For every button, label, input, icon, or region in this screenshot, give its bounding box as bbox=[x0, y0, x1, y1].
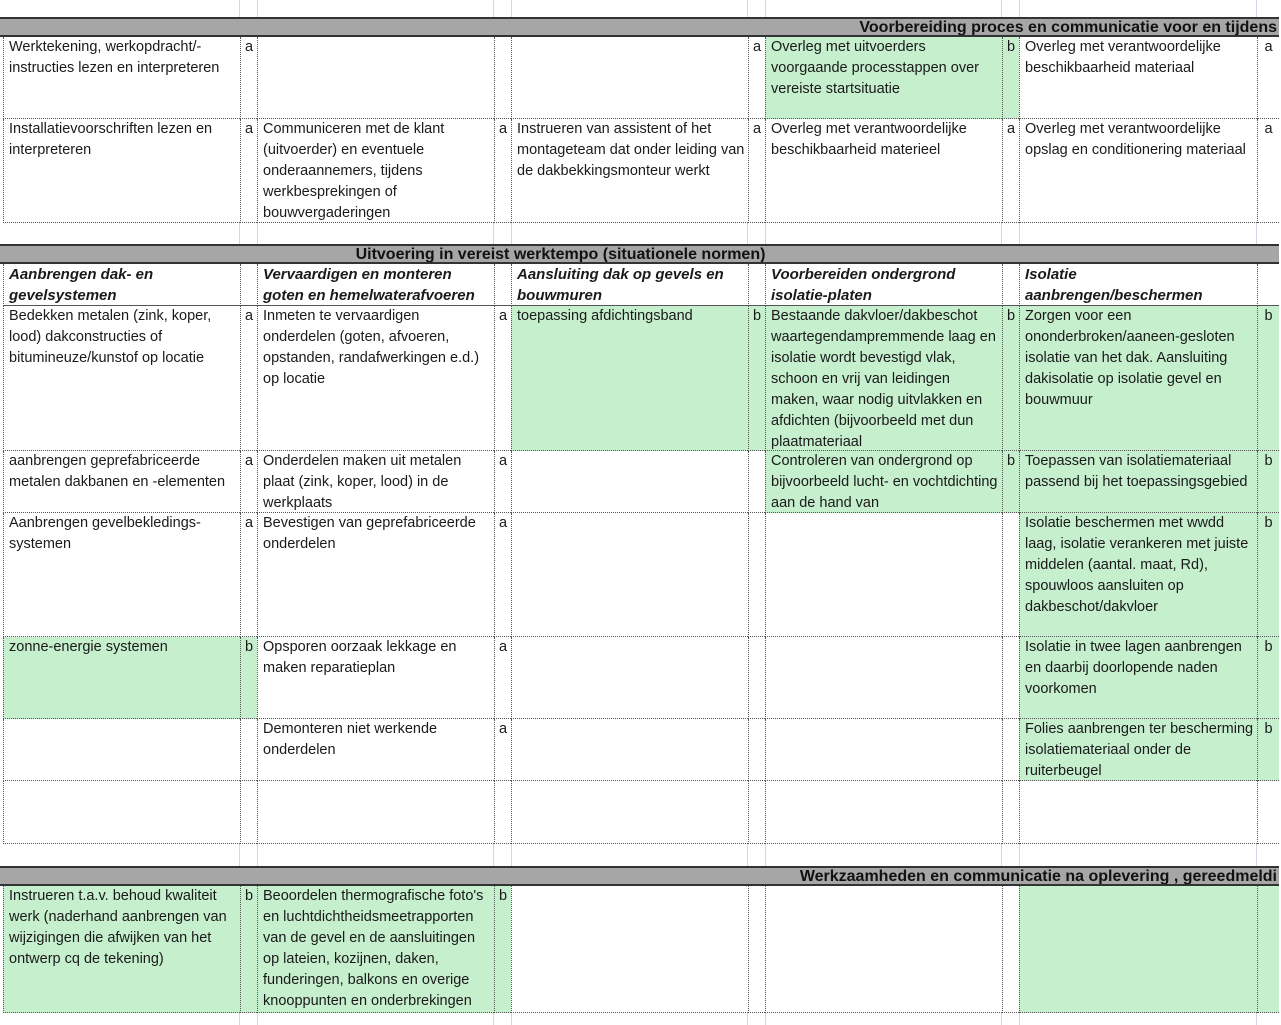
level-code[interactable] bbox=[494, 264, 511, 306]
cell-toepassen-isolatiemateriaal[interactable]: Toepassen van isolatiemateriaal passend bij het toepassingsgebied bbox=[1019, 451, 1257, 513]
cell-empty[interactable] bbox=[257, 37, 494, 119]
cell-empty[interactable] bbox=[511, 886, 748, 1013]
cell-instrueren-kwaliteit[interactable]: Instrueren t.a.v. behoud kwaliteit werk (naderhand aanbrengen van wijzigingen die afwijken van het ontwerp cq de tekening) bbox=[3, 886, 240, 1013]
cell-controleren-ondergrond[interactable]: Controleren van ondergrond op bijvoorbeeld lucht- en vochtdichting aan de hand van bbox=[765, 451, 1002, 513]
cell-demonteren[interactable]: Demonteren niet werkende onderdelen bbox=[257, 719, 494, 781]
cell-empty[interactable] bbox=[3, 781, 240, 844]
level-code[interactable] bbox=[1002, 886, 1019, 1013]
cell-overleg-uitvoerders[interactable]: Overleg met uitvoerders voorgaande processtappen over vereiste startsituatie bbox=[765, 37, 1002, 119]
level-code[interactable] bbox=[1002, 637, 1019, 719]
column-header-dak-gevelsystemen[interactable]: Aanbrengen dak- en gevelsystemen bbox=[3, 264, 240, 306]
column-header-ondergrond[interactable]: Voorbereiden ondergrond isolatie-platen bbox=[765, 264, 1002, 306]
level-code[interactable]: b bbox=[1002, 306, 1019, 451]
level-code[interactable]: a bbox=[1002, 119, 1019, 223]
level-code[interactable]: a bbox=[1257, 37, 1279, 119]
level-code[interactable]: a bbox=[494, 637, 511, 719]
level-code[interactable] bbox=[240, 264, 257, 306]
section-header-voorbereiding: Voorbereiding proces en communicatie voor en tijdens bbox=[0, 17, 1281, 37]
level-code[interactable]: b bbox=[1257, 637, 1279, 719]
level-code[interactable]: a bbox=[1257, 119, 1279, 223]
cell-isolatie-beschermen[interactable]: Isolatie beschermen met wwdd laag, isolatie verankeren met juiste middelen (aantal. maat, Rd), spouwloos aansluiten op dakbeschot/dakvloer bbox=[1019, 513, 1257, 637]
cell-folies-aanbrengen[interactable]: Folies aanbrengen ter bescherming isolatiemateriaal onder de ruiterbeugel bbox=[1019, 719, 1257, 781]
cell-twee-lagen[interactable]: Isolatie in twee lagen aanbrengen en daarbij doorlopende naden voorkomen bbox=[1019, 637, 1257, 719]
level-code[interactable] bbox=[748, 886, 765, 1013]
level-code[interactable]: a bbox=[494, 306, 511, 451]
cell-instrueren-assistent[interactable]: Instrueren van assistent of het montageteam dat onder leiding van de dakbekkingsmonteur werkt bbox=[511, 119, 748, 223]
cell-installatievoorschriften[interactable]: Installatievoorschriften lezen en interpreteren bbox=[3, 119, 240, 223]
level-code[interactable] bbox=[748, 637, 765, 719]
level-code[interactable]: a bbox=[240, 451, 257, 513]
cell-overleg-materiaal[interactable]: Overleg met verantwoordelijke beschikbaarheid materiaal bbox=[1019, 37, 1257, 119]
level-code[interactable] bbox=[240, 719, 257, 781]
level-code[interactable]: b bbox=[494, 886, 511, 1013]
cell-gevelbekleding[interactable]: Aanbrengen gevelbekledings-systemen bbox=[3, 513, 240, 637]
cell-empty[interactable] bbox=[511, 637, 748, 719]
level-code[interactable]: b bbox=[240, 637, 257, 719]
cell-empty[interactable] bbox=[511, 513, 748, 637]
cell-zonne-energie[interactable]: zonne-energie systemen bbox=[3, 637, 240, 719]
cell-communiceren-klant[interactable]: Communiceren met de klant (uitvoerder) en eventuele onderaannemers, tijdens werkbesprekingen of bouwvergaderingen bbox=[257, 119, 494, 223]
cell-bestaande-dakvloer[interactable]: Bestaande dakvloer/dakbeschot waartegendampremmende laag en isolatie wordt bevestigd vlak, schoon en vrij van leidingen maken, waar nodig uitvlakken en afdichten (bijvoorbeeld met dun plaatmateriaal bbox=[765, 306, 1002, 451]
level-code[interactable]: a bbox=[240, 306, 257, 451]
level-code[interactable] bbox=[748, 513, 765, 637]
column-header-isolatie[interactable]: Isolatie aanbrengen/beschermen bbox=[1019, 264, 1257, 306]
cell-bevestigen-onderdelen[interactable]: Bevestigen van geprefabriceerde onderdelen bbox=[257, 513, 494, 637]
cell-bedekken-metalen[interactable]: Bedekken metalen (zink, koper, lood) dakconstructies of bitumineuze/kunstof op locatie bbox=[3, 306, 240, 451]
cell-inmeten[interactable]: Inmeten te vervaardigen onderdelen (goten, afvoeren, opstanden, randafwerkingen e.d.) op locatie bbox=[257, 306, 494, 451]
cell-geprefabriceerde-dakbanen[interactable]: aanbrengen geprefabriceerde metalen dakbanen en -elementen bbox=[3, 451, 240, 513]
cell-empty[interactable] bbox=[765, 886, 1002, 1013]
level-code[interactable]: a bbox=[240, 119, 257, 223]
level-code[interactable] bbox=[494, 37, 511, 119]
level-code[interactable]: a bbox=[494, 719, 511, 781]
level-code[interactable]: a bbox=[494, 513, 511, 637]
cell-onderdelen-maken[interactable]: Onderdelen maken uit metalen plaat (zink, koper, lood) in de werkplaats bbox=[257, 451, 494, 513]
level-code[interactable]: b bbox=[240, 886, 257, 1013]
cell-opsporen-lekkage[interactable]: Opsporen oorzaak lekkage en maken reparatieplan bbox=[257, 637, 494, 719]
level-code[interactable] bbox=[1257, 781, 1279, 844]
level-code[interactable]: b bbox=[1257, 513, 1279, 637]
section-header-werkzaamheden: Werkzaamheden en communicatie na oplevering , gereedmeldi bbox=[0, 866, 1281, 886]
level-code[interactable] bbox=[748, 264, 765, 306]
cell-empty[interactable] bbox=[765, 719, 1002, 781]
cell-werktekening[interactable]: Werktekening, werkopdracht/-instructies lezen en interpreteren bbox=[3, 37, 240, 119]
level-code[interactable]: b bbox=[1257, 306, 1279, 451]
level-code[interactable]: b bbox=[748, 306, 765, 451]
cell-ononderbroken-isolatie[interactable]: Zorgen voor een ononderbroken/aaneen-gesloten isolatie van het dak. Aansluiting dakisolatie op isolatie gevel en bouwmuur bbox=[1019, 306, 1257, 451]
level-code[interactable]: a bbox=[748, 119, 765, 223]
level-code[interactable]: a bbox=[240, 37, 257, 119]
cell-empty[interactable] bbox=[511, 781, 748, 844]
level-code[interactable] bbox=[240, 781, 257, 844]
cell-empty-green[interactable] bbox=[1019, 886, 1257, 1013]
level-code[interactable] bbox=[1002, 781, 1019, 844]
cell-empty[interactable] bbox=[765, 513, 1002, 637]
cell-beoordelen-thermografie[interactable]: Beoordelen thermografische foto's en luchtdichtheidsmeetrapporten van de gevel en de aansluitingen op lateien, kozijnen, daken, funderingen, balkons en overige knooppunten en onderbrekingen bbox=[257, 886, 494, 1013]
level-code[interactable] bbox=[1002, 264, 1019, 306]
level-code[interactable]: b bbox=[1257, 719, 1279, 781]
cell-overleg-opslag[interactable]: Overleg met verantwoordelijke opslag en conditionering materiaal bbox=[1019, 119, 1257, 223]
level-code[interactable]: a bbox=[494, 119, 511, 223]
level-code[interactable] bbox=[748, 719, 765, 781]
level-code[interactable] bbox=[1257, 264, 1279, 306]
level-code[interactable] bbox=[1002, 719, 1019, 781]
cell-empty[interactable] bbox=[511, 37, 748, 119]
level-code[interactable]: b bbox=[1002, 37, 1019, 119]
cell-overleg-materieel[interactable]: Overleg met verantwoordelijke beschikbaarheid materieel bbox=[765, 119, 1002, 223]
cell-empty[interactable] bbox=[257, 781, 494, 844]
level-code[interactable] bbox=[494, 781, 511, 844]
cell-empty[interactable] bbox=[511, 451, 748, 513]
level-code[interactable]: b bbox=[1002, 451, 1019, 513]
level-code[interactable]: a bbox=[494, 451, 511, 513]
cell-empty[interactable] bbox=[1019, 781, 1257, 844]
level-code[interactable] bbox=[748, 781, 765, 844]
cell-empty[interactable] bbox=[3, 719, 240, 781]
level-code[interactable] bbox=[1257, 886, 1279, 1013]
cell-afdichtingsband[interactable]: toepassing afdichtingsband bbox=[511, 306, 748, 451]
level-code[interactable]: a bbox=[748, 37, 765, 119]
column-header-goten[interactable]: Vervaardigen en monteren goten en hemelwaterafvoeren bbox=[257, 264, 494, 306]
level-code[interactable] bbox=[748, 451, 765, 513]
column-header-aansluiting[interactable]: Aansluiting dak op gevels en bouwmuren bbox=[511, 264, 748, 306]
cell-empty[interactable] bbox=[765, 781, 1002, 844]
cell-empty[interactable] bbox=[765, 637, 1002, 719]
level-code[interactable]: a bbox=[240, 513, 257, 637]
level-code[interactable]: b bbox=[1257, 451, 1279, 513]
cell-empty[interactable] bbox=[511, 719, 748, 781]
section-header-uitvoering: Uitvoering in vereist werktempo (situationele normen) bbox=[0, 244, 1281, 264]
level-code[interactable] bbox=[1002, 513, 1019, 637]
